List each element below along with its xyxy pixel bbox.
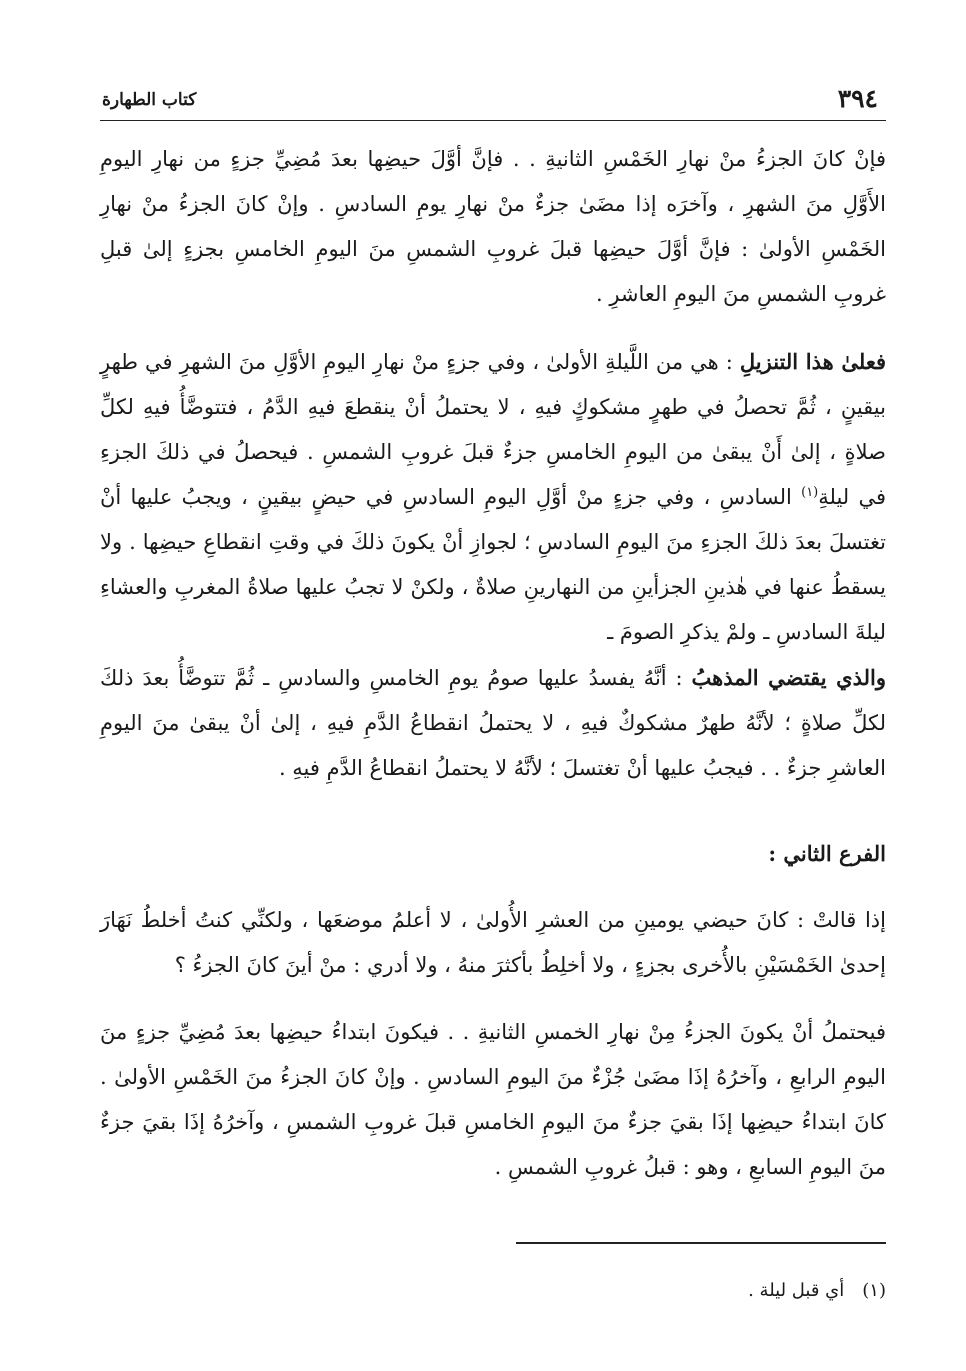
section-heading: الفرع الثاني :	[768, 841, 886, 866]
book-page	[100, 80, 886, 1320]
page-body	[100, 137, 886, 1190]
footnote-text: أي قبل ليلة .	[748, 1280, 845, 1301]
page-number: ٣٩٤	[837, 84, 878, 113]
paragraph-4: إذا قالتْ : كانَ حيضي يومينِ من العشرِ الأُولىٰ ، لا أعلمُ موضعَها ، ولكنِّي كنتُ أخلطُ نَهَارَ إحدىٰ الخَمْسَيْنِ بالأُخرى بجزءٍ ، ولا أخلِطُ بأكثرَ منهُ ، ولا أدري : منْ أينَ كانَ الجزءُ ؟	[100, 908, 886, 977]
footnote	[748, 1276, 886, 1306]
paragraph-3-lead: والذي يقتضي المذهبُ	[691, 665, 886, 690]
paragraph-3-text: : أنَّهُ يفسدُ عليها صومُ يومِ الخامسِ والسادسِ ـ ثُمَّ تتوضَّأُ بعدَ ذلكَ لكلِّ صلاةٍ ؛ لأنَّهُ طهرٌ مشكوكٌ فيهِ ، لا يحتملُ انقطاعُ الدَّمِ فيهِ ، إلىٰ أنْ يبقىٰ منَ اليومِ العاشرِ جزءٌ . . فيجبُ عليها أنْ تغتسلَ ؛ لأنَّهُ لا يحتملُ انقطاعُ الدَّمِ فيهِ .	[100, 666, 886, 780]
paragraph-2-lead: فعلىٰ هذا التنزيلِ	[739, 349, 886, 374]
footnote-number: (١)	[862, 1280, 886, 1301]
page-header	[100, 80, 886, 121]
paragraph-1: فإنْ كانَ الجزءُ منْ نهارِ الخَمْسِ الثانيةِ . . فإنَّ أوَّلَ حيضِها بعدَ مُضِيِّ جزءٍ من نهارِ اليومِ الأَوَّلِ منَ الشهرِ ، وآخرَه إذا مضَىٰ جزءٌ منْ نهارِ يومِ السادسِ . وإنْ كانَ الجزءُ منْ نهارِ الخَمْسِ الأولىٰ : فإنَّ أوَّلَ حيضِها قبلَ غروبِ الشمسِ منَ اليومِ الخامسِ بجزءٍ إلىٰ قبلِ غروبِ الشمسِ منَ اليومِ العاشرِ .	[100, 147, 886, 306]
paragraph-2-text-a: : هي من اللَّيلةِ الأولىٰ ، وفي جزءٍ منْ نهارِ اليومِ الأوَّلِ منَ الشهرِ في طهرٍ بيقينٍ ، ثُمَّ تحصلُ في طهرٍ مشكوكٍ فيهِ ، لا يحتملُ أنْ ينقطعَ فيهِ الدَّمُ ، فتتوضَّأُ فيهِ لكلِّ صلاةٍ ، إلىٰ أَنْ يبقىٰ من اليومِ الخامسِ جزءٌ قبلَ غروبِ الشمسِ . فيحصلُ في ذلكَ الجزءِ في ليلةِ	[100, 350, 886, 509]
footnote-reference[interactable]: (١)	[801, 485, 819, 500]
paragraph-2-text-b: السادسِ ، وفي جزءٍ منْ أوَّلِ اليومِ السادسِ في حيضٍ بيقينٍ ، ويجبُ عليها أنْ تغتسلَ بعدَ ذلكَ الجزءِ منَ اليومِ السادسِ ؛ لجوازِ أنْ يكونَ ذلكَ في وقتِ انقطاعِ حيضِها . ولا يسقطُ عنها في هٰذينِ الجزأينِ من النهارينِ صلاةٌ ، ولكنْ لا تجبُ عليها صلاةُ المغربِ والعشاءِ ليلةَ السادسِ ـ ولمْ يذكرِ الصومَ ـ	[100, 485, 886, 644]
paragraph-5: فيحتملُ أنْ يكونَ الجزءُ مِنْ نهارِ الخمسِ الثانيةِ . . فيكونَ ابتداءُ حيضِها بعدَ مُضِيِّ جزءٍ منَ اليومِ الرابعِ ، وآخرُهُ إذَا مضَىٰ جُزْءٌ منَ اليومِ السادسِ . وإنْ كانَ الجزءُ منَ الخَمْسِ الأولىٰ . كانَ ابتداءُ حيضِها إذَا بقيَ جزءٌ منَ اليومِ الخامسِ قبلَ غروبِ الشمسِ ، وآخرُهُ إذَا بقيَ جزءٌ منَ اليومِ السابعِ ، وهو : قبلُ غروبِ الشمسِ .	[100, 1020, 886, 1179]
footnote-divider	[516, 1242, 886, 1244]
paragraph-3	[100, 655, 886, 791]
running-title: كتاب الطهارة	[102, 90, 197, 110]
paragraph-2	[100, 339, 886, 655]
